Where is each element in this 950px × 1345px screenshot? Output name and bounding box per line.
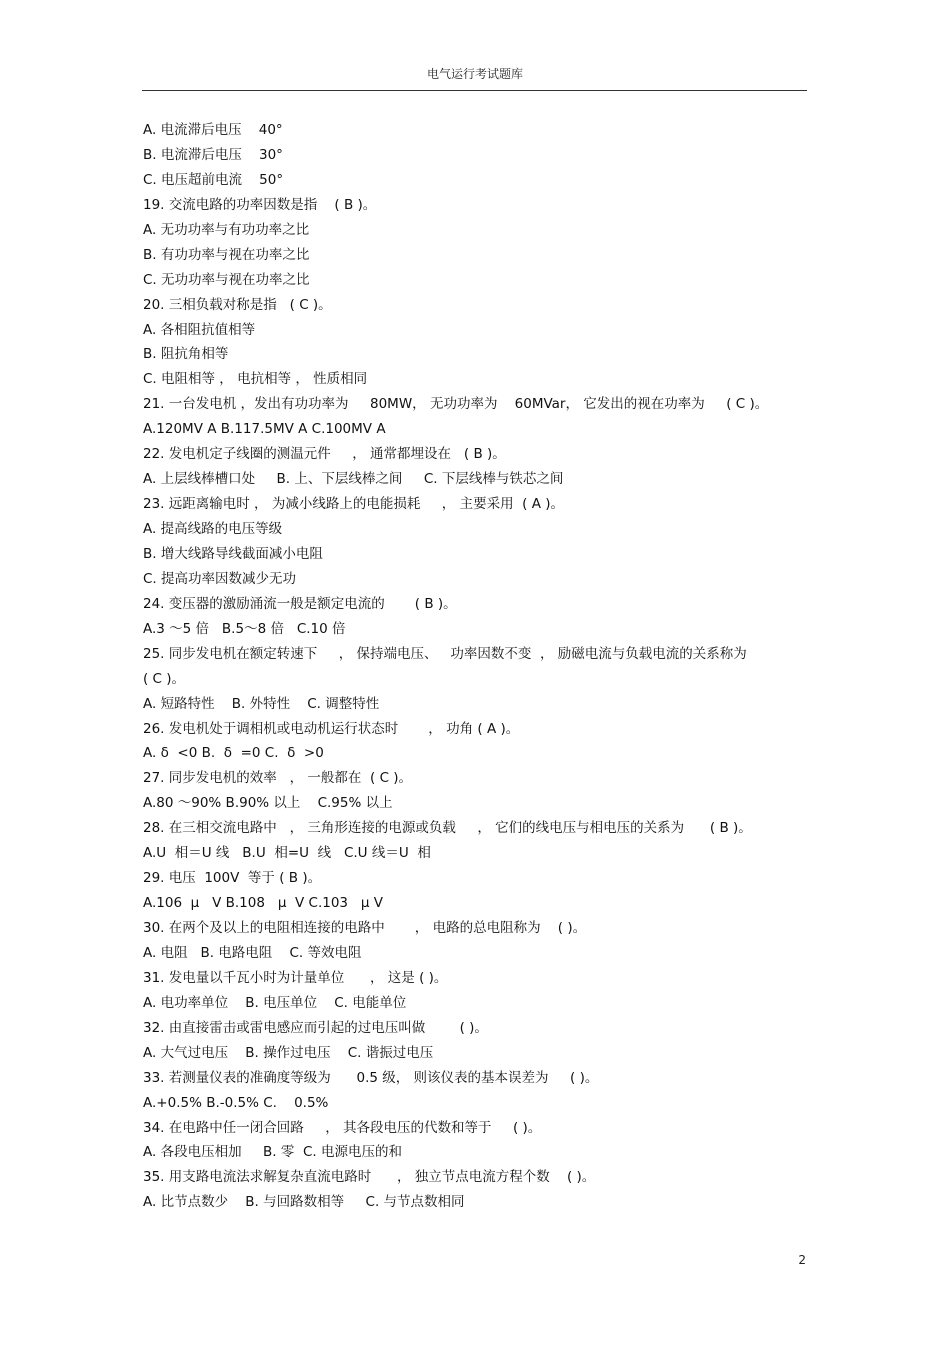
question-line: A.3 ～5 倍 B.5～8 倍 C.10 倍 — [143, 620, 346, 637]
question-line: A. 各段电压相加 B. 零 C. 电源电压的和 — [143, 1144, 402, 1161]
question-line: ( C )。 — [143, 670, 186, 687]
question-line: 19. 交流电路的功率因数是指 ( B )。 — [143, 196, 377, 213]
question-line: A.80 ～90% B.90% 以上 C.95% 以上 — [143, 795, 393, 812]
question-line: A.120MV A B.117.5MV A C.100MV A — [143, 421, 386, 438]
question-line: 22. 发电机定子线圈的测温元件 ， 通常都埋设在 ( B )。 — [143, 446, 506, 463]
question-line: 31. 发电量以千瓦小时为计量单位 ， 这是 ( )。 — [143, 969, 448, 986]
question-line: A. 各相阻抗值相等 — [143, 321, 256, 338]
question-line: 34. 在电路中任一闭合回路 ， 其各段电压的代数和等于 ( )。 — [143, 1119, 542, 1136]
question-line: C. 电阻相等 ， 电抗相等 ， 性质相同 — [143, 371, 368, 388]
question-line: 33. 若测量仪表的准确度等级为 0.5 级， 则该仪表的基本误差为 ( )。 — [143, 1069, 599, 1086]
question-line: 29. 电压 100V 等于 ( B )。 — [143, 870, 322, 887]
question-line: 25. 同步发电机在额定转速下 ， 保持端电压、 功率因数不变 ， 励磁电流与负载电流的关系称为 — [143, 645, 747, 662]
question-line: A. 电功率单位 B. 电压单位 C. 电能单位 — [143, 994, 407, 1011]
question-line: A. 电流滞后电压 40° — [143, 122, 283, 138]
question-line: 23. 远距离输电时 ， 为减小线路上的电能损耗 ， 主要采用 ( A )。 — [143, 496, 565, 513]
question-line: 35. 用支路电流法求解复杂直流电路时 ， 独立节点电流方程个数 ( )。 — [143, 1169, 596, 1186]
question-line: A. 无功功率与有功功率之比 — [143, 221, 310, 238]
question-line: C. 提高功率因数减少无功 — [143, 570, 297, 587]
question-line: 32. 由直接雷击或雷电感应而引起的过电压叫做 ( )。 — [143, 1019, 488, 1036]
question-line: B. 电流滞后电压 30° — [143, 146, 283, 163]
question-line: B. 阻抗角相等 — [143, 346, 229, 363]
question-line: 28. 在三相交流电路中 ， 三角形连接的电源或负载 ， 它们的线电压与相电压的关系为 ( B )。 — [143, 820, 752, 837]
question-line: A. 上层线棒槽口处 B. 上、下层线棒之间 C. 下层线棒与铁芯之间 — [143, 471, 564, 488]
question-line: C. 电压超前电流 50° — [143, 171, 284, 188]
page-number: 2 — [798, 1253, 806, 1267]
question-line: A.+0.5% B.-0.5% C. 0.5% — [143, 1094, 329, 1111]
question-line: A. 提高线路的电压等级 — [143, 521, 283, 537]
question-line: 27. 同步发电机的效率 ， 一般都在 ( C )。 — [143, 770, 413, 787]
question-line: 30. 在两个及以上的电阻相连接的电路中 ， 电路的总电阻称为 ( )。 — [143, 920, 587, 936]
question-line: 24. 变压器的激励涌流一般是额定电流的 ( B )。 — [143, 595, 457, 612]
question-line: A. 比节点数少 B. 与回路数相等 C. 与节点数相同 — [143, 1194, 465, 1211]
question-line: A.106 μ V B.108 μ V C.103 μ V — [143, 895, 383, 912]
page-header-title: 电气运行考试题库 — [426, 67, 523, 81]
question-line: A. 大气过电压 B. 操作过电压 C. 谐振过电压 — [143, 1044, 434, 1061]
question-line: B. 有功功率与视在功率之比 — [143, 246, 310, 263]
question-line: B. 增大线路导线截面减小电阻 — [143, 545, 323, 562]
question-list — [143, 118, 808, 1215]
question-line: A. 短路特性 B. 外特性 C. 调整特性 — [143, 695, 380, 712]
header-divider — [142, 90, 807, 91]
question-line: 20. 三相负载对称是指 ( C )。 — [143, 296, 332, 313]
question-line: C. 无功功率与视在功率之比 — [143, 271, 310, 288]
question-line: A. δ <0 B. δ =0 C. δ >0 — [143, 745, 324, 762]
question-line: 21. 一台发电机 ，发出有功功率为 80MW， 无功功率为 60MVar， 它发出的视在功率为 ( C )。 — [143, 396, 769, 413]
question-line: A.U 相＝U 线 B.U 相=U 线 C.U 线＝U 相 — [143, 845, 431, 862]
question-line: 26. 发电机处于调相机或电动机运行状态时 ， 功角 ( A )。 — [143, 720, 520, 737]
question-line: A. 电阻 B. 电路电阻 C. 等效电阻 — [143, 944, 362, 961]
